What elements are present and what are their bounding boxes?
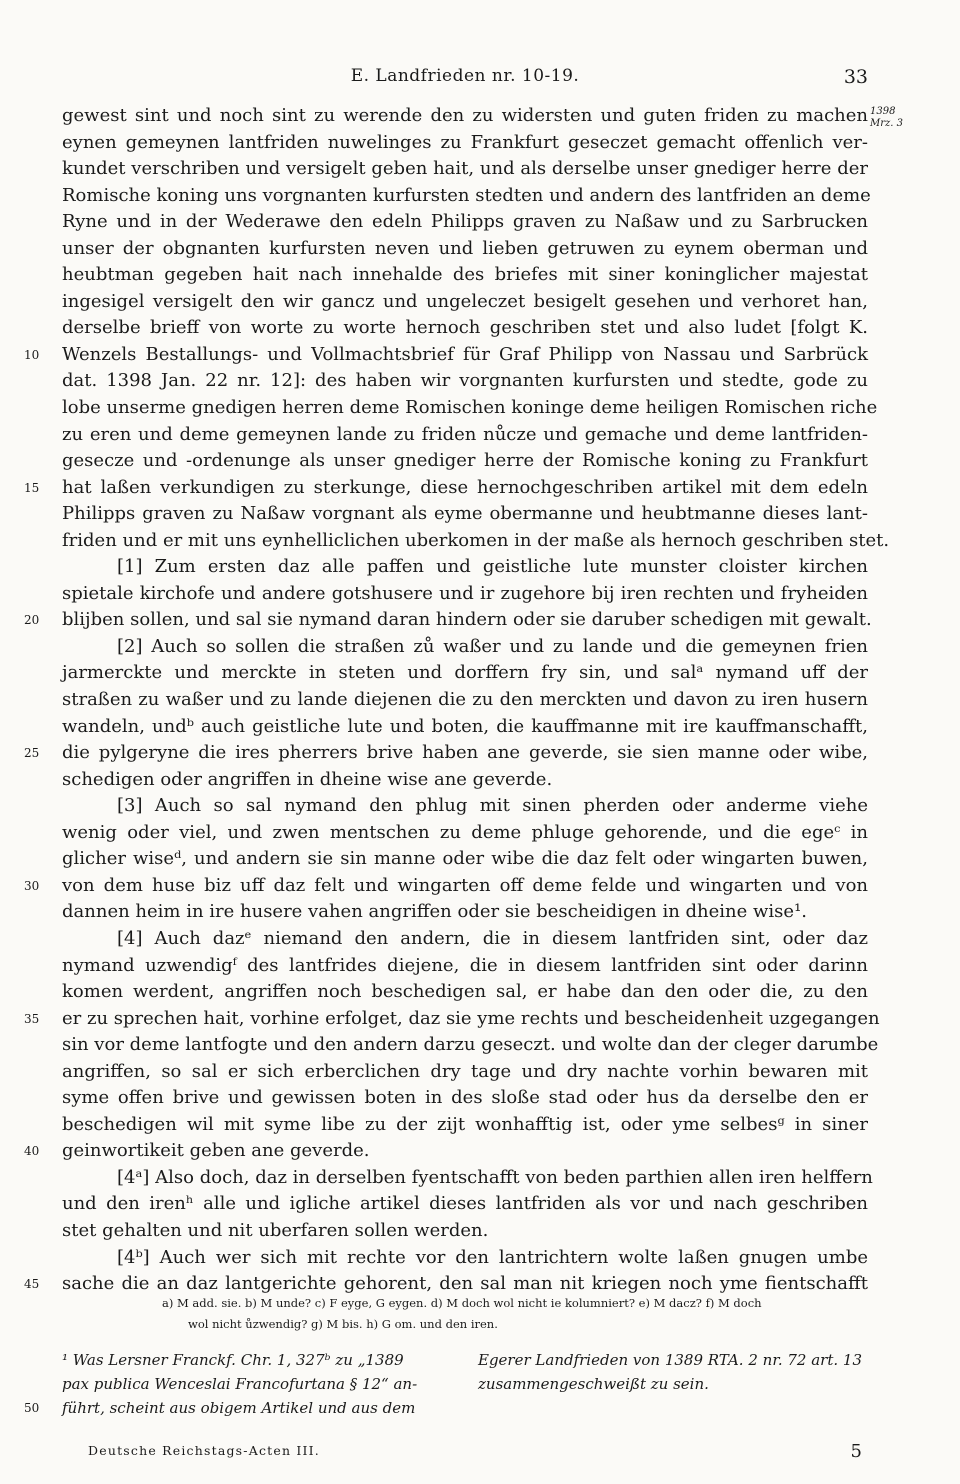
footnotes-left-column <box>24 1348 457 1420</box>
text-line <box>62 448 868 475</box>
text-line <box>62 183 871 210</box>
margin-date-year: 1398 <box>870 106 896 117</box>
text-line <box>62 1032 879 1059</box>
text-line-content: derselbe brieff von worte zu worte hernoch geschriben stet und also ludet [folgt K. <box>62 317 868 339</box>
variants-line: wol nicht ůzwendig? g) M bis. h) G om. und den iren. <box>188 1317 498 1331</box>
textual-variants <box>62 1293 868 1335</box>
text-line <box>62 820 868 847</box>
text-line-content: und den irenʰ alle und igliche artikel dieses lantfriden als vor und nach geschriben <box>62 1193 868 1215</box>
text-line-content: glicher wiseᵈ, und andern sie sin manne oder wibe die daz felt oder wingarten buwen, <box>62 848 868 870</box>
text-line-content: komen werdent, angriffen noch beschedigen sal, er habe dan den oder die, zu den <box>62 981 868 1003</box>
text-line-content: beschedigen wil mit syme libe zu der zijt wonhafftig ist, oder yme selbesᵍ in siner <box>62 1113 868 1135</box>
footnote-text: zusammengeschweißt zu sein. <box>478 1375 709 1393</box>
text-line <box>62 501 868 528</box>
text-line-content: [4ᵃ] Also doch, daz in derselben fyentschafft von beden parthien allen iren helffern <box>117 1166 873 1188</box>
text-line-content: [1] Zum ersten daz alle paffen und geistliche lute munster cloister kirchen <box>117 556 868 578</box>
text-line <box>24 1138 868 1165</box>
text-line-content: die pylgeryne die ires pherrers brive haben ane geverde, sie sien manne oder wibe, <box>62 742 868 764</box>
text-line <box>62 1112 868 1139</box>
text-line-content: zu eren und deme gemeynen lande zu friden nůcze und gemache und deme lantfriden- <box>62 423 868 445</box>
text-line <box>62 660 868 687</box>
text-line <box>62 581 868 608</box>
text-line <box>62 846 868 873</box>
text-line <box>62 687 868 714</box>
text-line-content: schedigen oder angriffen in dheine wise ane geverde. <box>62 768 553 790</box>
text-line <box>62 1059 868 1086</box>
text-line-content: dat. 1398 Jan. 22 nr. 12]: des haben wir vorgnanten kurfursten und stedte, gode zu <box>62 370 868 392</box>
text-line-content: von dem huse biz uff daz felt und wingarten off deme felde und wingarten und von <box>62 874 868 896</box>
footnote-text: pax publica Wenceslai Francofurtana § 12“ an- <box>62 1375 418 1393</box>
text-line-content: sin vor deme lantfogte und den andern darzu geseczt. und wolte dan der cleger darumbe <box>62 1034 879 1056</box>
text-line <box>62 767 868 794</box>
text-line <box>62 1191 868 1218</box>
signature-mark: 5 <box>850 1441 862 1462</box>
text-line-content: Romische koning uns vorgnanten kurfursten stedten und andern des lantfriden an deme <box>62 184 871 206</box>
text-line-content: [4] Auch dazᵉ niemand den andern, die in diesem lantfriden sint, oder daz <box>117 927 868 949</box>
text-line-content: gewest sint und noch sint zu werende den zu widersten und guten friden zu machen <box>62 105 868 126</box>
margin-date <box>870 106 918 130</box>
footnote-line <box>478 1348 868 1372</box>
text-line-content: friden und er mit uns eynhelliclichen uberkomen in der maße als hernoch geschriben stet. <box>62 529 890 551</box>
text-line-content: hat laßen verkundigen zu sterkunge, diese hernochgeschriben artikel mit dem edeln <box>62 476 868 498</box>
text-line <box>62 1085 868 1112</box>
text-line-content: angriffen, so sal er sich erberclichen dry tage und dry nachte vorhin bewaren mit <box>62 1060 868 1082</box>
text-line-content: [4ᵇ] Auch wer sich mit rechte vor den lantrichtern wolte laßen gnugen umbe <box>117 1246 868 1268</box>
line-number: 25 <box>24 746 40 761</box>
text-line-content: Wenzels Bestallungs- und Vollmachtsbrief für Graf Philipp von Nassau und Sarbrück <box>62 343 868 365</box>
footnote-text: Egerer Landfrieden von 1389 RTA. 2 nr. 72 art. 13 <box>478 1351 862 1369</box>
text-line-content: unser der obgnanten kurfursten neven und lieben getruwen zu eynem oberman und <box>62 237 868 259</box>
text-line <box>62 368 868 395</box>
text-line <box>62 793 868 820</box>
text-line <box>24 873 868 900</box>
line-number: 35 <box>24 1011 40 1026</box>
line-number: 40 <box>24 1144 40 1159</box>
text-line <box>62 236 868 263</box>
text-line <box>62 528 890 555</box>
text-line-content: wenig oder viel, und zwen mentschen zu deme phluge gehorende, und die egeᶜ in <box>62 821 868 843</box>
footnote-line <box>62 1372 457 1396</box>
line-number: 30 <box>24 878 40 893</box>
text-line-content: wandeln, undᵇ auch geistliche lute und boten, die kauffmanne mit ire kauffmanschafft, <box>62 715 868 737</box>
text-line <box>62 634 868 661</box>
line-number: 10 <box>24 347 40 362</box>
line-number: 20 <box>24 613 40 628</box>
text-line <box>24 607 872 634</box>
text-line <box>62 1218 868 1245</box>
text-line <box>62 156 868 183</box>
series-title: Deutsche Reichstags-Acten III. <box>88 1443 320 1458</box>
text-line-content: eynen gemeynen lantfriden nuwelinges zu Frankfurt geseczet gemacht offenlich ver- <box>62 131 868 153</box>
text-line-content: stet gehalten und nit uberfaren sollen werden. <box>62 1219 489 1241</box>
text-line-content: heubtman gegeben hait nach innehalde des briefes mit siner koninglicher majestat <box>62 264 868 286</box>
footnote-line <box>24 1396 457 1420</box>
line-number: 50 <box>24 1401 40 1415</box>
footnote-line <box>62 1348 457 1372</box>
text-line <box>62 315 868 342</box>
text-line <box>62 953 868 980</box>
page-header <box>62 66 868 90</box>
text-line <box>62 395 878 422</box>
text-line <box>24 342 868 369</box>
text-line-content: Ryne und in der Wederawe den edeln Philipps graven zu Naßaw und zu Sarbrucken <box>62 211 868 233</box>
text-line-content: Philipps graven zu Naßaw vorgnant als eyme obermanne und heubtmanne dieses lant- <box>62 503 868 525</box>
text-line-content: dannen heim in ire husere vahen angriffen oder sie bescheidigen in dheine wise¹. <box>62 901 808 923</box>
line-number: 15 <box>24 480 40 495</box>
text-line-content: spietale kirchofe und andere gotshusere und ir zugehore bij iren rechten und fryheiden <box>62 582 868 604</box>
text-line-content: er zu sprechen hait, vorhine erfolget, daz sie yme rechts und bescheidenheit uzgegangen <box>62 1007 880 1029</box>
running-title: E. Landfrieden nr. 10-19. <box>350 66 580 86</box>
text-line-content: ingesigel versigelt den wir gancz und ungeleczet besigelt gesehen und verhoret han, <box>62 290 868 312</box>
text-line <box>62 899 868 926</box>
text-line-content: straßen zu waßer und zu lande diejenen die zu den merckten und davon zu iren husern <box>62 689 868 711</box>
text-line-content: geinwortikeit geben ane geverde. <box>62 1140 370 1162</box>
page-number: 33 <box>843 66 868 88</box>
text-line <box>62 554 868 581</box>
text-line-content: syme offen brive und gewissen boten in des sloße stad oder hus da derselbe den er <box>62 1087 868 1109</box>
text-line <box>62 262 868 289</box>
line-number: 45 <box>24 1277 40 1292</box>
text-line <box>62 926 868 953</box>
text-line <box>62 103 868 130</box>
variants-line: a) M add. sie. b) M unde? c) F eyge, G eygen. d) M doch wol nicht ie kolumniert? e) M dacz? f) M doch <box>162 1296 762 1310</box>
text-line-content: [3] Auch so sal nymand den phlug mit sinen pherden oder anderme viehe <box>117 795 868 817</box>
text-line <box>62 289 868 316</box>
text-line <box>62 422 868 449</box>
text-line-content: nymand uzwendigᶠ des lantfrides diejene, die in diesem lantfriden sint oder darinn <box>62 954 868 976</box>
footnote-text: führt, scheint aus obigem Artikel und aus dem <box>62 1399 416 1417</box>
footnotes-right-column <box>478 1348 868 1396</box>
margin-date-day: Mrz. 3 <box>870 118 904 129</box>
text-line <box>62 1245 868 1272</box>
text-line <box>24 740 868 767</box>
text-line-content: sache die an daz lantgerichte gehorent, den sal man nit kriegen noch yme fientschafft <box>62 1273 868 1295</box>
text-line-content: blijben sollen, und sal sie nymand daran hindern oder sie daruber schedigen mit gewalt. <box>62 609 872 631</box>
text-line-content: jarmerckte und merckte in steten und dorffern fry sin, und salᵃ nymand uff der <box>62 662 868 684</box>
text-line <box>24 1006 880 1033</box>
text-line-content: lobe unserme gnedigen herren deme Romischen koninge deme heiligen Romischen riche <box>62 397 878 419</box>
page-footer <box>88 1443 868 1465</box>
text-line <box>62 979 868 1006</box>
footnote-text: ¹ Was Lersner Franckf. Chr. 1, 327ᵇ zu „1389 <box>62 1351 404 1369</box>
text-line <box>62 209 868 236</box>
text-line <box>62 714 868 741</box>
footnote-line <box>478 1372 868 1396</box>
text-line <box>62 130 868 157</box>
text-line <box>62 1165 873 1192</box>
text-line-content: gesecze und -ordenunge als unser gnediger herre der Romische koning zu Frankfurt <box>62 450 868 472</box>
text-line <box>24 475 868 502</box>
text-line-content: [2] Auch so sollen die straßen zů waßer und zu lande und die gemeynen frien <box>117 635 868 657</box>
text-line-content: kundet verschriben und versigelt geben hait, und als derselbe unser gnediger herre der <box>62 158 868 180</box>
